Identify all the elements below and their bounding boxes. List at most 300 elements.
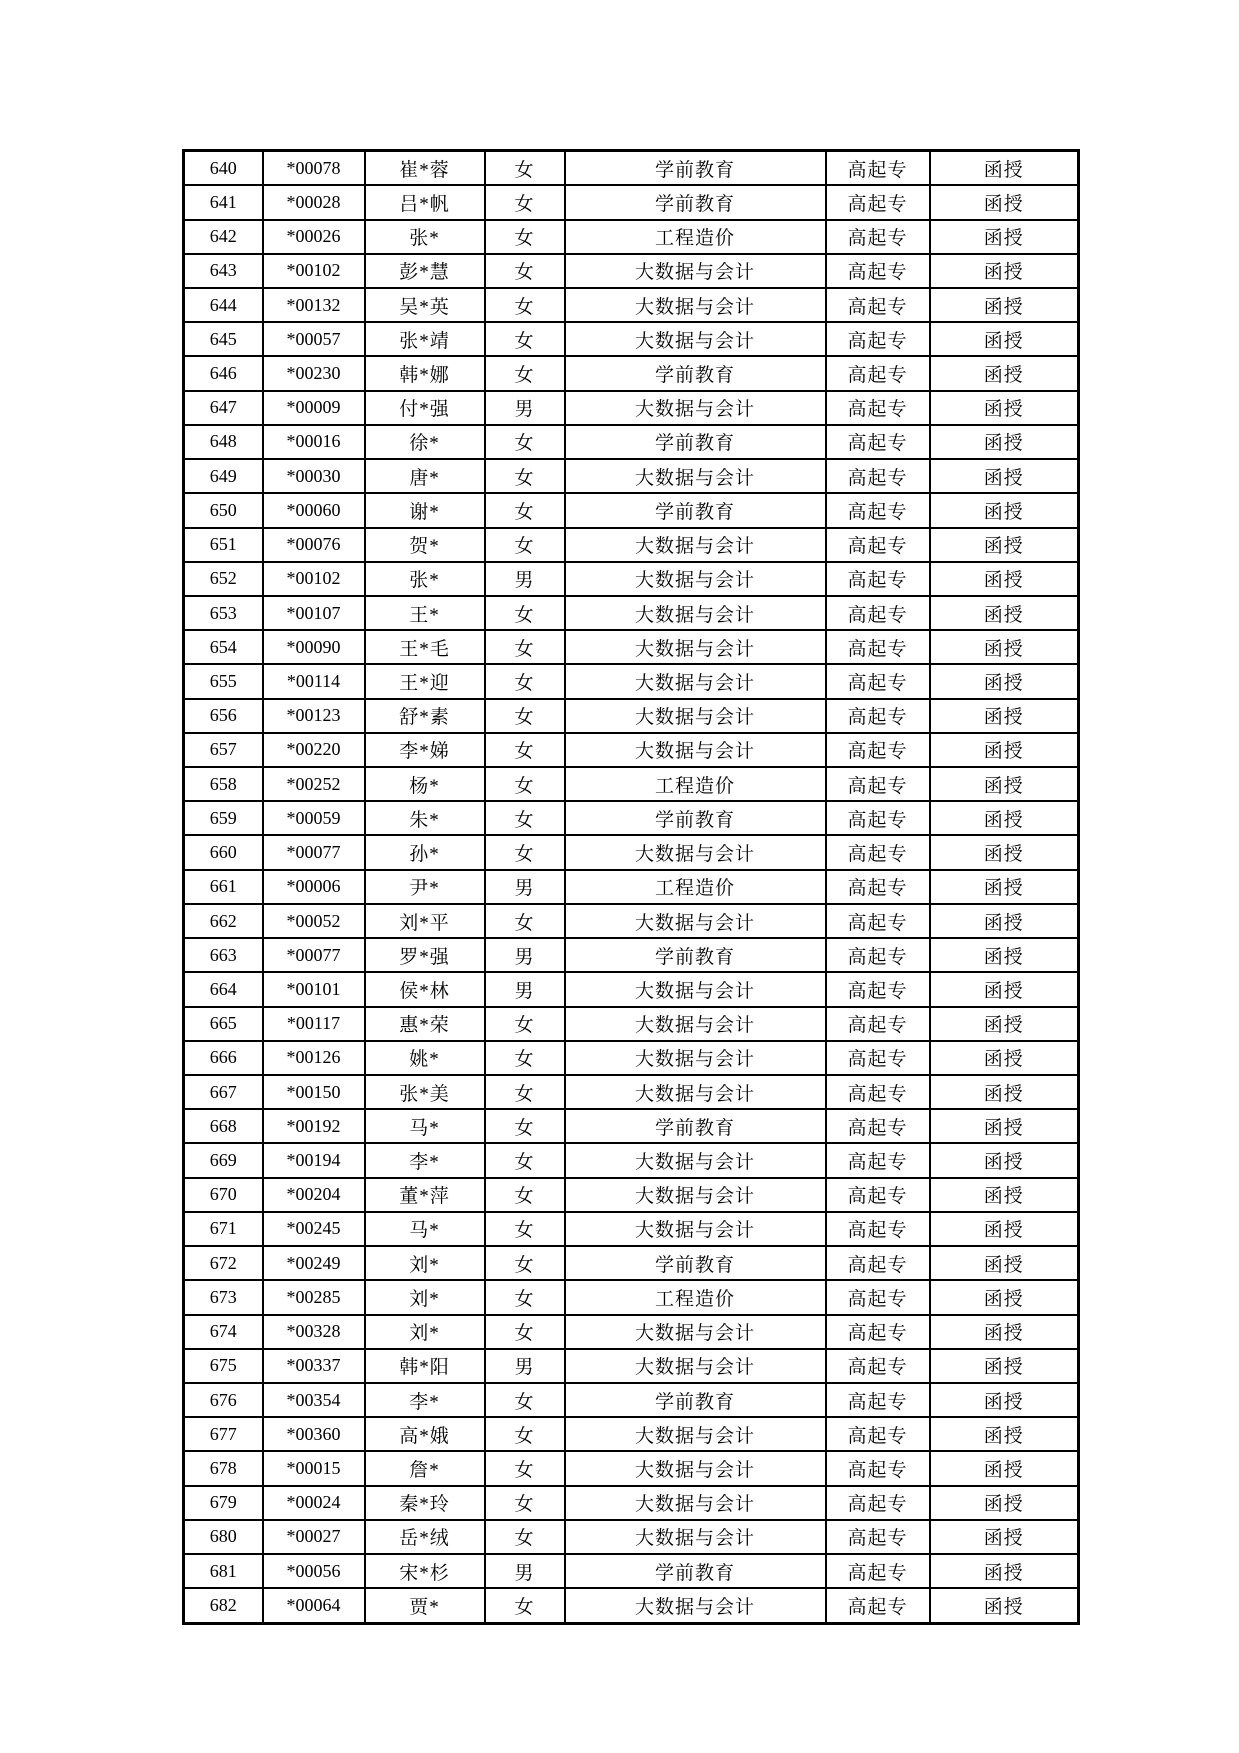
cell-gender: 女 bbox=[485, 528, 565, 562]
cell-study-form: 函授 bbox=[930, 1315, 1079, 1349]
cell-serial: 671 bbox=[184, 1212, 263, 1246]
table-row bbox=[184, 1451, 1079, 1485]
cell-study-form: 函授 bbox=[930, 1178, 1079, 1212]
cell-name: 马* bbox=[365, 1109, 485, 1143]
cell-name: 李*娣 bbox=[365, 733, 485, 767]
cell-level: 高起专 bbox=[826, 1041, 930, 1075]
table-row bbox=[184, 596, 1079, 630]
cell-study-form: 函授 bbox=[930, 322, 1079, 356]
table-row bbox=[184, 459, 1079, 493]
table-row bbox=[184, 151, 1079, 186]
table-row bbox=[184, 1041, 1079, 1075]
cell-serial: 645 bbox=[184, 322, 263, 356]
cell-level: 高起专 bbox=[826, 425, 930, 459]
cell-name: 舒*素 bbox=[365, 699, 485, 733]
cell-id: *00016 bbox=[263, 425, 365, 459]
table-row bbox=[184, 1075, 1079, 1109]
cell-name: 杨* bbox=[365, 767, 485, 801]
cell-major: 大数据与会计 bbox=[565, 528, 826, 562]
cell-name: 李* bbox=[365, 1383, 485, 1417]
cell-gender: 女 bbox=[485, 1588, 565, 1623]
cell-serial: 640 bbox=[184, 151, 263, 186]
cell-gender: 女 bbox=[485, 1178, 565, 1212]
cell-name: 李* bbox=[365, 1143, 485, 1177]
cell-major: 大数据与会计 bbox=[565, 254, 826, 288]
table-row bbox=[184, 664, 1079, 698]
cell-level: 高起专 bbox=[826, 1109, 930, 1143]
cell-id: *00252 bbox=[263, 767, 365, 801]
cell-name: 马* bbox=[365, 1212, 485, 1246]
cell-gender: 女 bbox=[485, 699, 565, 733]
cell-gender: 女 bbox=[485, 254, 565, 288]
cell-major: 大数据与会计 bbox=[565, 1143, 826, 1177]
cell-study-form: 函授 bbox=[930, 1109, 1079, 1143]
cell-level: 高起专 bbox=[826, 391, 930, 425]
cell-major: 学前教育 bbox=[565, 151, 826, 186]
cell-major: 大数据与会计 bbox=[565, 972, 826, 1006]
table-row bbox=[184, 767, 1079, 801]
table-row bbox=[184, 835, 1079, 869]
cell-name: 刘* bbox=[365, 1315, 485, 1349]
cell-study-form: 函授 bbox=[930, 1554, 1079, 1588]
table-row bbox=[184, 1143, 1079, 1177]
cell-id: *00077 bbox=[263, 835, 365, 869]
cell-study-form: 函授 bbox=[930, 733, 1079, 767]
cell-level: 高起专 bbox=[826, 493, 930, 527]
cell-gender: 女 bbox=[485, 288, 565, 322]
cell-serial: 657 bbox=[184, 733, 263, 767]
cell-gender: 女 bbox=[485, 459, 565, 493]
cell-serial: 664 bbox=[184, 972, 263, 1006]
table-row bbox=[184, 904, 1079, 938]
cell-major: 大数据与会计 bbox=[565, 1486, 826, 1520]
cell-id: *00076 bbox=[263, 528, 365, 562]
cell-name: 吴*英 bbox=[365, 288, 485, 322]
cell-level: 高起专 bbox=[826, 1451, 930, 1485]
cell-name: 崔*蓉 bbox=[365, 151, 485, 186]
cell-serial: 669 bbox=[184, 1143, 263, 1177]
cell-major: 大数据与会计 bbox=[565, 562, 826, 596]
cell-name: 韩*阳 bbox=[365, 1349, 485, 1383]
cell-name: 宋*杉 bbox=[365, 1554, 485, 1588]
cell-level: 高起专 bbox=[826, 1349, 930, 1383]
cell-study-form: 函授 bbox=[930, 1588, 1079, 1623]
cell-id: *00150 bbox=[263, 1075, 365, 1109]
cell-level: 高起专 bbox=[826, 1246, 930, 1280]
cell-name: 詹* bbox=[365, 1451, 485, 1485]
cell-id: *00059 bbox=[263, 801, 365, 835]
table-row bbox=[184, 801, 1079, 835]
cell-name: 吕*帆 bbox=[365, 185, 485, 219]
table-row bbox=[184, 699, 1079, 733]
cell-study-form: 函授 bbox=[930, 1041, 1079, 1075]
cell-id: *00192 bbox=[263, 1109, 365, 1143]
cell-serial: 674 bbox=[184, 1315, 263, 1349]
cell-serial: 663 bbox=[184, 938, 263, 972]
cell-major: 大数据与会计 bbox=[565, 391, 826, 425]
cell-level: 高起专 bbox=[826, 733, 930, 767]
cell-id: *00101 bbox=[263, 972, 365, 1006]
cell-level: 高起专 bbox=[826, 1486, 930, 1520]
cell-serial: 647 bbox=[184, 391, 263, 425]
cell-id: *00220 bbox=[263, 733, 365, 767]
cell-gender: 男 bbox=[485, 1554, 565, 1588]
cell-study-form: 函授 bbox=[930, 425, 1079, 459]
cell-major: 大数据与会计 bbox=[565, 1520, 826, 1554]
table-row bbox=[184, 425, 1079, 459]
cell-id: *00057 bbox=[263, 322, 365, 356]
cell-major: 大数据与会计 bbox=[565, 1349, 826, 1383]
cell-gender: 女 bbox=[485, 1315, 565, 1349]
cell-level: 高起专 bbox=[826, 596, 930, 630]
cell-study-form: 函授 bbox=[930, 1212, 1079, 1246]
table-row bbox=[184, 733, 1079, 767]
cell-level: 高起专 bbox=[826, 1417, 930, 1451]
cell-gender: 女 bbox=[485, 1451, 565, 1485]
cell-level: 高起专 bbox=[826, 630, 930, 664]
cell-name: 唐* bbox=[365, 459, 485, 493]
cell-study-form: 函授 bbox=[930, 664, 1079, 698]
cell-serial: 668 bbox=[184, 1109, 263, 1143]
cell-serial: 648 bbox=[184, 425, 263, 459]
cell-gender: 女 bbox=[485, 151, 565, 186]
cell-id: *00230 bbox=[263, 356, 365, 390]
cell-name: 王* bbox=[365, 596, 485, 630]
cell-level: 高起专 bbox=[826, 1554, 930, 1588]
cell-name: 董*萍 bbox=[365, 1178, 485, 1212]
cell-id: *00030 bbox=[263, 459, 365, 493]
table-row bbox=[184, 185, 1079, 219]
cell-name: 王*毛 bbox=[365, 630, 485, 664]
cell-id: *00056 bbox=[263, 1554, 365, 1588]
cell-major: 大数据与会计 bbox=[565, 459, 826, 493]
table-row bbox=[184, 1588, 1079, 1623]
cell-serial: 651 bbox=[184, 528, 263, 562]
cell-level: 高起专 bbox=[826, 254, 930, 288]
cell-name: 侯*林 bbox=[365, 972, 485, 1006]
table-row bbox=[184, 1246, 1079, 1280]
cell-major: 大数据与会计 bbox=[565, 1212, 826, 1246]
cell-gender: 女 bbox=[485, 322, 565, 356]
cell-serial: 665 bbox=[184, 1007, 263, 1041]
cell-study-form: 函授 bbox=[930, 870, 1079, 904]
cell-study-form: 函授 bbox=[930, 185, 1079, 219]
cell-major: 大数据与会计 bbox=[565, 1451, 826, 1485]
cell-name: 刘* bbox=[365, 1280, 485, 1314]
cell-serial: 672 bbox=[184, 1246, 263, 1280]
table-row bbox=[184, 1007, 1079, 1041]
cell-major: 大数据与会计 bbox=[565, 288, 826, 322]
cell-gender: 女 bbox=[485, 767, 565, 801]
cell-serial: 654 bbox=[184, 630, 263, 664]
cell-gender: 女 bbox=[485, 596, 565, 630]
cell-id: *00107 bbox=[263, 596, 365, 630]
cell-study-form: 函授 bbox=[930, 528, 1079, 562]
cell-level: 高起专 bbox=[826, 1280, 930, 1314]
cell-serial: 641 bbox=[184, 185, 263, 219]
cell-name: 罗*强 bbox=[365, 938, 485, 972]
cell-gender: 女 bbox=[485, 1383, 565, 1417]
cell-id: *00006 bbox=[263, 870, 365, 904]
cell-level: 高起专 bbox=[826, 1212, 930, 1246]
cell-major: 大数据与会计 bbox=[565, 733, 826, 767]
cell-level: 高起专 bbox=[826, 1178, 930, 1212]
cell-gender: 女 bbox=[485, 1041, 565, 1075]
cell-id: *00194 bbox=[263, 1143, 365, 1177]
cell-gender: 男 bbox=[485, 870, 565, 904]
cell-study-form: 函授 bbox=[930, 151, 1079, 186]
cell-gender: 女 bbox=[485, 185, 565, 219]
cell-id: *00126 bbox=[263, 1041, 365, 1075]
cell-study-form: 函授 bbox=[930, 1383, 1079, 1417]
cell-id: *00360 bbox=[263, 1417, 365, 1451]
cell-level: 高起专 bbox=[826, 185, 930, 219]
cell-serial: 642 bbox=[184, 220, 263, 254]
cell-name: 朱* bbox=[365, 801, 485, 835]
cell-name: 刘*平 bbox=[365, 904, 485, 938]
cell-study-form: 函授 bbox=[930, 254, 1079, 288]
cell-name: 秦*玲 bbox=[365, 1486, 485, 1520]
cell-name: 孙* bbox=[365, 835, 485, 869]
cell-serial: 673 bbox=[184, 1280, 263, 1314]
table-row bbox=[184, 1486, 1079, 1520]
table-row bbox=[184, 870, 1079, 904]
table-body bbox=[184, 151, 1079, 1624]
cell-study-form: 函授 bbox=[930, 220, 1079, 254]
cell-name: 张* bbox=[365, 562, 485, 596]
cell-id: *00024 bbox=[263, 1486, 365, 1520]
cell-name: 贾* bbox=[365, 1588, 485, 1623]
cell-id: *00114 bbox=[263, 664, 365, 698]
cell-major: 大数据与会计 bbox=[565, 1007, 826, 1041]
cell-id: *00354 bbox=[263, 1383, 365, 1417]
cell-serial: 661 bbox=[184, 870, 263, 904]
cell-name: 王*迎 bbox=[365, 664, 485, 698]
cell-serial: 650 bbox=[184, 493, 263, 527]
cell-name: 惠*荣 bbox=[365, 1007, 485, 1041]
table-row bbox=[184, 1212, 1079, 1246]
cell-serial: 681 bbox=[184, 1554, 263, 1588]
cell-serial: 666 bbox=[184, 1041, 263, 1075]
cell-study-form: 函授 bbox=[930, 562, 1079, 596]
cell-gender: 女 bbox=[485, 664, 565, 698]
cell-id: *00090 bbox=[263, 630, 365, 664]
cell-id: *00132 bbox=[263, 288, 365, 322]
table-row bbox=[184, 322, 1079, 356]
cell-gender: 男 bbox=[485, 938, 565, 972]
cell-serial: 677 bbox=[184, 1417, 263, 1451]
cell-major: 大数据与会计 bbox=[565, 322, 826, 356]
cell-study-form: 函授 bbox=[930, 767, 1079, 801]
cell-major: 大数据与会计 bbox=[565, 596, 826, 630]
table-row bbox=[184, 630, 1079, 664]
cell-serial: 652 bbox=[184, 562, 263, 596]
cell-level: 高起专 bbox=[826, 904, 930, 938]
cell-study-form: 函授 bbox=[930, 356, 1079, 390]
cell-gender: 女 bbox=[485, 630, 565, 664]
cell-gender: 女 bbox=[485, 904, 565, 938]
enrollment-roster-table bbox=[182, 149, 1080, 1625]
cell-gender: 男 bbox=[485, 391, 565, 425]
table-row bbox=[184, 1349, 1079, 1383]
cell-study-form: 函授 bbox=[930, 459, 1079, 493]
cell-major: 学前教育 bbox=[565, 1246, 826, 1280]
cell-study-form: 函授 bbox=[930, 1246, 1079, 1280]
cell-id: *00204 bbox=[263, 1178, 365, 1212]
cell-major: 学前教育 bbox=[565, 1554, 826, 1588]
cell-id: *00328 bbox=[263, 1315, 365, 1349]
cell-level: 高起专 bbox=[826, 220, 930, 254]
cell-study-form: 函授 bbox=[930, 972, 1079, 1006]
cell-serial: 682 bbox=[184, 1588, 263, 1623]
cell-major: 工程造价 bbox=[565, 220, 826, 254]
cell-name: 谢* bbox=[365, 493, 485, 527]
cell-study-form: 函授 bbox=[930, 288, 1079, 322]
cell-gender: 女 bbox=[485, 1417, 565, 1451]
cell-id: *00078 bbox=[263, 151, 365, 186]
cell-id: *00245 bbox=[263, 1212, 365, 1246]
cell-gender: 女 bbox=[485, 1246, 565, 1280]
cell-name: 韩*娜 bbox=[365, 356, 485, 390]
cell-id: *00102 bbox=[263, 254, 365, 288]
cell-serial: 662 bbox=[184, 904, 263, 938]
cell-major: 学前教育 bbox=[565, 1383, 826, 1417]
cell-level: 高起专 bbox=[826, 356, 930, 390]
cell-study-form: 函授 bbox=[930, 835, 1079, 869]
cell-name: 张*美 bbox=[365, 1075, 485, 1109]
cell-gender: 女 bbox=[485, 733, 565, 767]
cell-name: 高*娥 bbox=[365, 1417, 485, 1451]
cell-gender: 女 bbox=[485, 801, 565, 835]
cell-gender: 女 bbox=[485, 1007, 565, 1041]
cell-major: 大数据与会计 bbox=[565, 835, 826, 869]
cell-serial: 655 bbox=[184, 664, 263, 698]
cell-study-form: 函授 bbox=[930, 904, 1079, 938]
cell-level: 高起专 bbox=[826, 870, 930, 904]
cell-level: 高起专 bbox=[826, 322, 930, 356]
cell-major: 大数据与会计 bbox=[565, 1417, 826, 1451]
table-row bbox=[184, 391, 1079, 425]
table-row bbox=[184, 1109, 1079, 1143]
cell-id: *00117 bbox=[263, 1007, 365, 1041]
cell-serial: 658 bbox=[184, 767, 263, 801]
cell-study-form: 函授 bbox=[930, 1451, 1079, 1485]
cell-study-form: 函授 bbox=[930, 391, 1079, 425]
cell-level: 高起专 bbox=[826, 938, 930, 972]
cell-study-form: 函授 bbox=[930, 938, 1079, 972]
table-row bbox=[184, 1280, 1079, 1314]
cell-major: 学前教育 bbox=[565, 938, 826, 972]
cell-serial: 670 bbox=[184, 1178, 263, 1212]
cell-level: 高起专 bbox=[826, 288, 930, 322]
cell-serial: 643 bbox=[184, 254, 263, 288]
cell-gender: 女 bbox=[485, 1212, 565, 1246]
cell-id: *00060 bbox=[263, 493, 365, 527]
cell-gender: 男 bbox=[485, 972, 565, 1006]
cell-level: 高起专 bbox=[826, 151, 930, 186]
cell-study-form: 函授 bbox=[930, 1349, 1079, 1383]
cell-level: 高起专 bbox=[826, 1143, 930, 1177]
cell-major: 学前教育 bbox=[565, 1109, 826, 1143]
cell-gender: 女 bbox=[485, 1280, 565, 1314]
table-row bbox=[184, 254, 1079, 288]
cell-major: 大数据与会计 bbox=[565, 1588, 826, 1623]
cell-major: 大数据与会计 bbox=[565, 1041, 826, 1075]
cell-serial: 646 bbox=[184, 356, 263, 390]
cell-level: 高起专 bbox=[826, 459, 930, 493]
cell-study-form: 函授 bbox=[930, 1280, 1079, 1314]
cell-name: 张*靖 bbox=[365, 322, 485, 356]
cell-study-form: 函授 bbox=[930, 1143, 1079, 1177]
cell-major: 工程造价 bbox=[565, 1280, 826, 1314]
table-row bbox=[184, 528, 1079, 562]
cell-serial: 679 bbox=[184, 1486, 263, 1520]
cell-level: 高起专 bbox=[826, 1007, 930, 1041]
cell-major: 学前教育 bbox=[565, 185, 826, 219]
cell-gender: 女 bbox=[485, 1109, 565, 1143]
table-row bbox=[184, 1178, 1079, 1212]
cell-gender: 女 bbox=[485, 356, 565, 390]
cell-study-form: 函授 bbox=[930, 1075, 1079, 1109]
cell-name: 尹* bbox=[365, 870, 485, 904]
table-row bbox=[184, 1417, 1079, 1451]
cell-id: *00028 bbox=[263, 185, 365, 219]
cell-study-form: 函授 bbox=[930, 493, 1079, 527]
cell-gender: 女 bbox=[485, 1520, 565, 1554]
cell-level: 高起专 bbox=[826, 801, 930, 835]
cell-id: *00009 bbox=[263, 391, 365, 425]
cell-id: *00077 bbox=[263, 938, 365, 972]
table-row bbox=[184, 1383, 1079, 1417]
cell-level: 高起专 bbox=[826, 1075, 930, 1109]
cell-study-form: 函授 bbox=[930, 699, 1079, 733]
cell-study-form: 函授 bbox=[930, 596, 1079, 630]
table-row bbox=[184, 1520, 1079, 1554]
cell-name: 姚* bbox=[365, 1041, 485, 1075]
cell-gender: 男 bbox=[485, 562, 565, 596]
cell-serial: 659 bbox=[184, 801, 263, 835]
cell-level: 高起专 bbox=[826, 767, 930, 801]
cell-level: 高起专 bbox=[826, 835, 930, 869]
table-row bbox=[184, 220, 1079, 254]
cell-level: 高起专 bbox=[826, 699, 930, 733]
cell-gender: 男 bbox=[485, 1349, 565, 1383]
table-row bbox=[184, 493, 1079, 527]
cell-major: 大数据与会计 bbox=[565, 699, 826, 733]
cell-major: 工程造价 bbox=[565, 767, 826, 801]
cell-name: 刘* bbox=[365, 1246, 485, 1280]
table-row bbox=[184, 1554, 1079, 1588]
cell-name: 徐* bbox=[365, 425, 485, 459]
cell-study-form: 函授 bbox=[930, 1520, 1079, 1554]
cell-major: 大数据与会计 bbox=[565, 1075, 826, 1109]
cell-name: 彭*慧 bbox=[365, 254, 485, 288]
cell-id: *00249 bbox=[263, 1246, 365, 1280]
cell-id: *00102 bbox=[263, 562, 365, 596]
cell-major: 大数据与会计 bbox=[565, 904, 826, 938]
table-row bbox=[184, 1315, 1079, 1349]
table-row bbox=[184, 972, 1079, 1006]
cell-serial: 656 bbox=[184, 699, 263, 733]
cell-study-form: 函授 bbox=[930, 1007, 1079, 1041]
table-row bbox=[184, 938, 1079, 972]
cell-gender: 女 bbox=[485, 1143, 565, 1177]
cell-major: 大数据与会计 bbox=[565, 630, 826, 664]
cell-name: 贺* bbox=[365, 528, 485, 562]
cell-id: *00026 bbox=[263, 220, 365, 254]
cell-serial: 660 bbox=[184, 835, 263, 869]
cell-gender: 女 bbox=[485, 1075, 565, 1109]
